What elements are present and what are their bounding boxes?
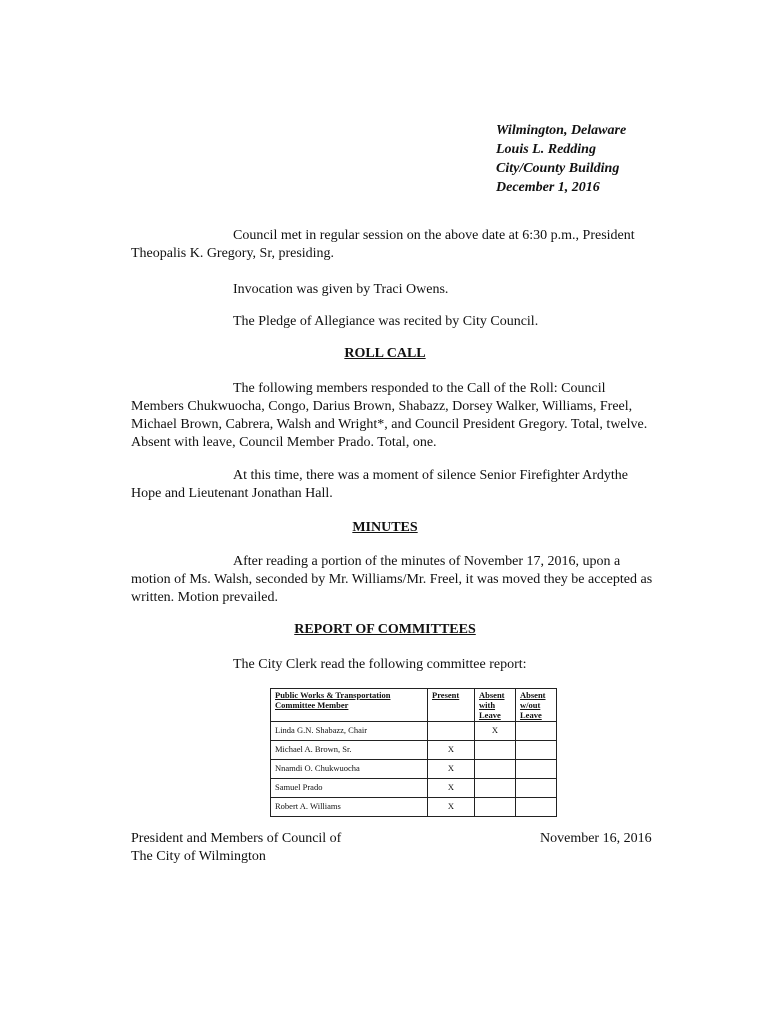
committee-attendance-table	[270, 688, 557, 817]
addressee-line-1: President and Members of Council of	[131, 831, 342, 846]
roll-call-paragraph: The following members responded to the Call of the Roll: Council Members Chukwuocha, Congo, Darius Brown, Shabazz, Dorsey Walker, Williams, Freel, Michael Brown, Cabrera, Walsh and Wright*, and Council President Gregory. Total, twelve. Absent with leave, Council Member Prado. Total, one.	[131, 381, 648, 450]
absent-without-leave-mark	[516, 722, 557, 741]
absent-with-leave-mark	[475, 798, 516, 817]
absent-without-leave-mark	[516, 798, 557, 817]
present-mark	[428, 722, 475, 741]
absent-with-leave-mark	[475, 779, 516, 798]
present-mark: X	[428, 779, 475, 798]
table-row	[271, 741, 557, 760]
member-name: Linda G.N. Shabazz, Chair	[271, 722, 428, 741]
header-city: Wilmington, Delaware	[496, 123, 627, 138]
member-name: Michael A. Brown, Sr.	[271, 741, 428, 760]
member-name: Nnamdi O. Chukwuocha	[271, 760, 428, 779]
member-name: Samuel Prado	[271, 779, 428, 798]
roll-call-heading: ROLL CALL	[344, 346, 426, 361]
addressee-line-2: The City of Wilmington	[131, 849, 266, 864]
minutes-heading: MINUTES	[352, 520, 418, 535]
absent-with-leave-column-header: Absent with Leave	[475, 689, 516, 722]
present-mark: X	[428, 798, 475, 817]
absent-with-leave-mark: X	[475, 722, 516, 741]
header-building: City/County Building	[496, 161, 620, 176]
document-header	[496, 121, 626, 197]
committees-intro: The City Clerk read the following committee report:	[233, 657, 527, 672]
table-row	[271, 798, 557, 817]
addressee-block	[131, 830, 341, 866]
member-column-header: Public Works & Transportation Committee Member	[271, 689, 428, 722]
table-row	[271, 779, 557, 798]
absent-without-leave-column-header: Absent w/out Leave	[516, 689, 557, 722]
silence-paragraph: At this time, there was a moment of silence Senior Firefighter Ardythe Hope and Lieutenant Jonathan Hall.	[131, 468, 629, 501]
absent-without-leave-mark	[516, 779, 557, 798]
absent-without-leave-mark	[516, 741, 557, 760]
report-date: November 16, 2016	[540, 831, 652, 846]
absent-with-leave-mark	[475, 741, 516, 760]
member-name: Robert A. Williams	[271, 798, 428, 817]
present-column-header: Present	[428, 689, 475, 722]
present-mark: X	[428, 760, 475, 779]
header-building-name: Louis L. Redding	[496, 142, 596, 157]
pledge-paragraph: The Pledge of Allegiance was recited by City Council.	[233, 314, 539, 329]
table-header-row	[271, 689, 557, 722]
header-date: December 1, 2016	[496, 180, 600, 195]
session-paragraph: Council met in regular session on the above date at 6:30 p.m., President Theopalis K. Gregory, Sr, presiding.	[131, 228, 635, 261]
minutes-paragraph: After reading a portion of the minutes of November 17, 2016, upon a motion of Ms. Walsh, seconded by Mr. Williams/Mr. Freel, it was moved they be accepted as written. Motion prevailed.	[131, 554, 653, 605]
absent-with-leave-mark	[475, 760, 516, 779]
table-row	[271, 722, 557, 741]
committees-heading: REPORT OF COMMITTEES	[294, 622, 476, 637]
absent-without-leave-mark	[516, 760, 557, 779]
table-row	[271, 760, 557, 779]
present-mark: X	[428, 741, 475, 760]
invocation-paragraph: Invocation was given by Traci Owens.	[233, 282, 449, 297]
